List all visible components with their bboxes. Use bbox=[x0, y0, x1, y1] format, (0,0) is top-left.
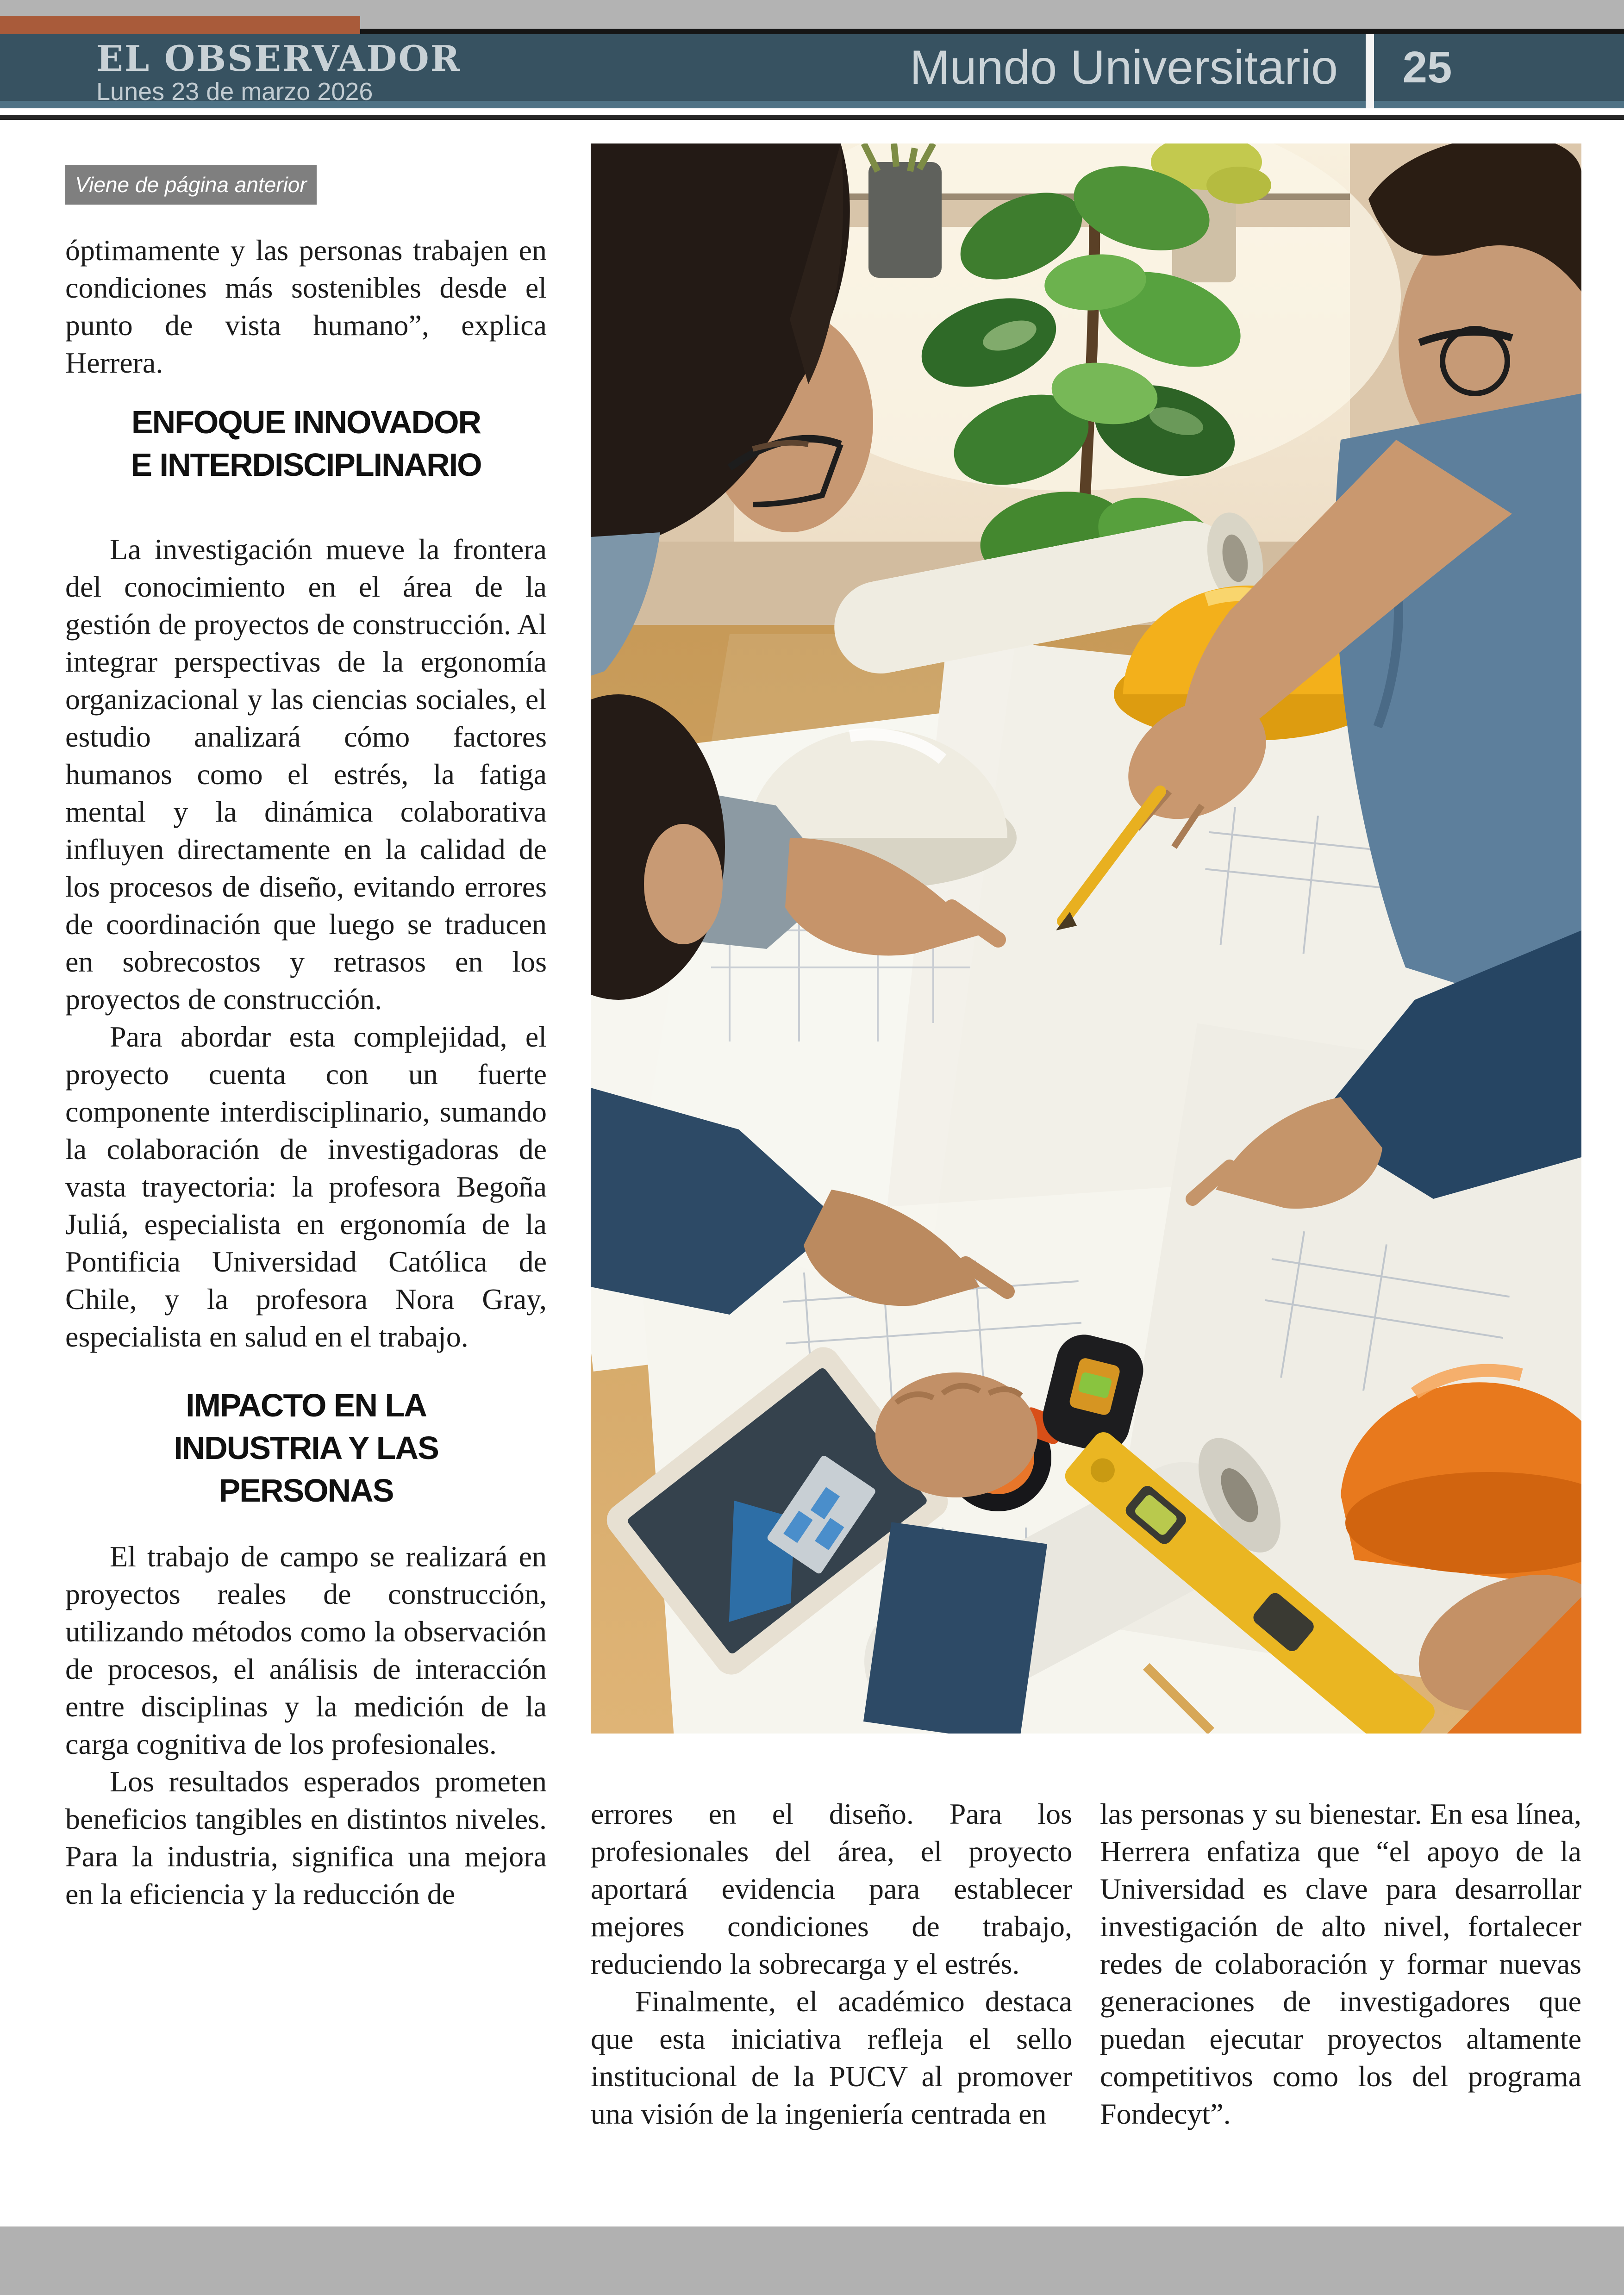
subheading-impacto-line1: IMPACTO EN LA bbox=[186, 1387, 426, 1423]
article-column-right bbox=[1100, 1795, 1581, 2133]
photo-pot-dark bbox=[864, 143, 942, 278]
paragraph-resultados: Los resultados esperados prometen beneficios tangibles en distintos niveles. Para la industria, significa una mejora en la eficiencia y la reducción de bbox=[65, 1765, 547, 1910]
subheading-enfoque-line2: E INTERDISCIPLINARIO bbox=[131, 447, 481, 483]
masthead-underline bbox=[0, 115, 1624, 120]
page-number: 25 bbox=[1402, 43, 1452, 92]
section-title: Mundo Universitario bbox=[910, 41, 1338, 94]
paragraph-personas: las personas y su bienestar. En esa línea, Herrera enfatiza que “el apoyo de la Universidad es clave para desarrollar investigación de alto nivel, fortalecer redes de colaboración y formar nuevas generaciones de investigadores que puedan ejecutar proyectos altamente competitivos como los del programa Fondecyt”. bbox=[1100, 1797, 1581, 2130]
article-photo bbox=[591, 143, 1581, 1734]
paragraph-continuation: óptimamente y las personas trabajen en condiciones más sostenibles desde el punto de vista humano”, explica Herrera. bbox=[65, 234, 547, 379]
subheading-enfoque bbox=[65, 401, 547, 486]
paragraph-errores: errores en el diseño. Para los profesionales del área, el proyecto aportará evidencia para establecer mejores condiciones de trabajo, reduciendo la sobrecarga y el estrés. bbox=[591, 1797, 1072, 1980]
photo-hand-fist bbox=[863, 1372, 1047, 1734]
footer-gray-band bbox=[0, 2226, 1624, 2295]
article-photo-illustration bbox=[591, 143, 1581, 1734]
continuation-tag: Viene de página anterior bbox=[65, 165, 317, 205]
newspaper-name: EL OBSERVADOR bbox=[96, 38, 461, 79]
masthead-divider bbox=[1366, 34, 1374, 108]
paragraph-investigacion: La investigación mueve la frontera del conocimiento en el área de la gestión de proyectos de construcción. Al integrar perspectivas de la ergonomía organizacional y las ciencias sociales, el estudio analizará cómo factores humanos como el estrés, la fatiga mental y la dinámica colaborativa influyen directamente en la calidad de los procesos de diseño, evitando errores de coordinación que luego se traducen en sobrecostos y retrasos en los proyectos de construcción. bbox=[65, 533, 547, 1016]
paragraph-trabajo-campo: El trabajo de campo se realizará en proyectos reales de construcción, utilizando métodos como la observación de procesos, el análisis de interacción entre disciplinas y la medición de la carga cognitiva de los profesionales. bbox=[65, 1540, 547, 1760]
article-column-left bbox=[65, 165, 547, 1913]
paragraph-finalmente: Finalmente, el académico destaca que esta iniciativa refleja el sello institucional de la PUCV al promover una visión de la ingeniería centrada en bbox=[591, 1985, 1072, 2130]
newspaper-date: Lunes 23 de marzo 2026 bbox=[96, 78, 373, 106]
subheading-impacto-line3: PERSONAS bbox=[219, 1472, 394, 1509]
subheading-impacto bbox=[65, 1384, 547, 1512]
subheading-enfoque-line1: ENFOQUE INNOVADOR bbox=[131, 404, 481, 440]
paragraph-interdisciplinario: Para abordar esta complejidad, el proyecto cuenta con un fuerte componente interdisciplinario, sumando la colaboración de investigadoras de vasta trayectoria: la profesora Begoña Juliá, especialista en ergonomía de la Pontificia Universidad Católica de Chile, y la profesora Nora Gray, especialista en salud en el trabajo. bbox=[65, 1020, 547, 1353]
subheading-impacto-line2: INDUSTRIA Y LAS bbox=[174, 1430, 438, 1466]
article-column-middle bbox=[591, 1795, 1072, 2133]
